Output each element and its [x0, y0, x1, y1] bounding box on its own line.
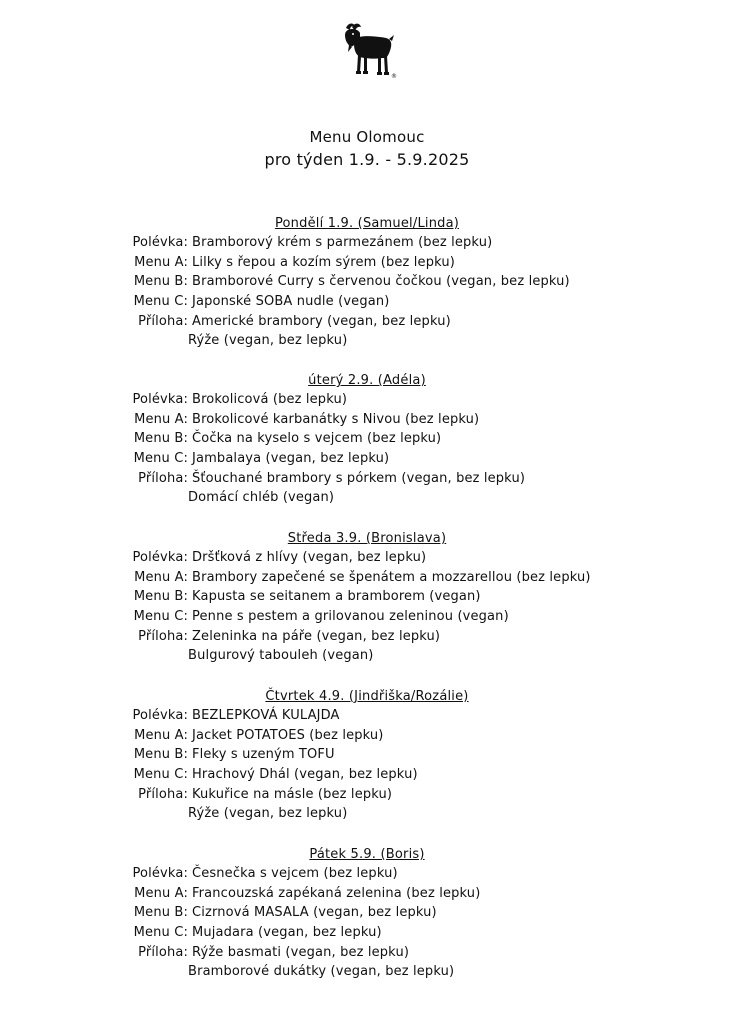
- row-label: Menu C:: [133, 925, 188, 941]
- row-value: Rýže (vegan, bez lepku): [188, 333, 348, 349]
- goat-icon: [336, 22, 398, 80]
- row-value: Cizrnová MASALA (vegan, bez lepku): [192, 905, 437, 921]
- menu-row-c: [0, 449, 734, 469]
- row-label: Menu B:: [133, 589, 188, 605]
- row-value: Rýže (vegan, bez lepku): [188, 806, 348, 822]
- row-label: Polévka:: [132, 550, 188, 565]
- goat-logo: [336, 22, 398, 80]
- row-value: Šťouchané brambory s pórkem (vegan, bez lepku): [192, 470, 526, 486]
- row-label: Příloha:: [138, 786, 188, 802]
- menu-row-side-extra: [0, 331, 734, 351]
- menu-row-soup: [0, 706, 734, 726]
- row-value: Brambory zapečené se špenátem a mozzarellou (bez lepku): [192, 569, 591, 585]
- row-value: Francouzská zapékaná zelenina (bez lepku): [192, 885, 481, 901]
- row-label: Příloha:: [138, 628, 188, 644]
- row-label: [0, 331, 188, 351]
- row-label: Menu C:: [133, 767, 188, 783]
- row-label: [0, 488, 188, 508]
- day-heading: úterý 2.9. (Adéla): [308, 373, 426, 388]
- row-value: Bramborové dukátky (vegan, bez lepku): [188, 964, 455, 980]
- row-value: Čočka na kyselo s vejcem (bez lepku): [192, 431, 442, 447]
- row-value: Bramborový krém s parmezánem (bez lepku): [192, 235, 493, 250]
- row-label: Příloha:: [138, 944, 188, 960]
- row-label: Polévka:: [132, 866, 188, 881]
- row-label: Příloha:: [138, 470, 188, 486]
- menu-row-a: [0, 726, 734, 746]
- menu-row-soup: [0, 864, 734, 884]
- menu-row-b: [0, 745, 734, 765]
- row-label: Menu C:: [133, 609, 188, 625]
- row-value: Jacket POTATOES (bez lepku): [192, 727, 384, 743]
- row-label: Menu B:: [133, 431, 188, 447]
- menu-row-side-extra: [0, 488, 734, 508]
- menu-row-side: [0, 943, 734, 963]
- menu-row-side: [0, 785, 734, 805]
- row-label: Menu A:: [134, 569, 188, 585]
- row-label: Menu C:: [133, 294, 188, 310]
- menu-row-c: [0, 292, 734, 312]
- menu-row-side-extra: [0, 962, 734, 982]
- day-thursday: [0, 687, 734, 824]
- menu-row-b: [0, 903, 734, 923]
- row-value: Mujadara (vegan, bez lepku): [192, 925, 382, 941]
- row-value: Zeleninka na páře (vegan, bez lepku): [192, 628, 441, 644]
- menu-row-soup: [0, 548, 734, 568]
- menu-row-soup: [0, 233, 734, 253]
- day-heading: Pátek 5.9. (Boris): [309, 847, 425, 862]
- menu-row-a: [0, 253, 734, 273]
- menu-week: pro týden 1.9. - 5.9.2025: [264, 150, 470, 169]
- menu-row-c: [0, 765, 734, 785]
- row-value: Penne s pestem a grilovanou zeleninou (vegan): [192, 609, 509, 625]
- row-label: [0, 646, 188, 666]
- row-label: Menu B:: [133, 905, 188, 921]
- day-heading: Středa 3.9. (Bronislava): [287, 531, 447, 546]
- menu-row-side: [0, 627, 734, 647]
- row-label: Příloha:: [138, 313, 188, 329]
- day-friday: [0, 845, 734, 982]
- menu-row-side-extra: [0, 646, 734, 666]
- menu-row-a: [0, 884, 734, 904]
- menu-row-a: [0, 568, 734, 588]
- row-label: Menu B:: [133, 747, 188, 763]
- menu-row-b: [0, 587, 734, 607]
- row-label: Menu A:: [134, 727, 188, 743]
- row-label: Polévka:: [132, 235, 188, 250]
- row-value: Domácí chléb (vegan): [188, 490, 335, 506]
- row-label: Polévka:: [132, 708, 188, 723]
- row-value: Bramborové Curry s červenou čočkou (vegan, bez lepku): [192, 274, 570, 290]
- row-value: BEZLEPKOVÁ KULAJDA: [192, 708, 340, 723]
- row-value: Bulgurový tabouleh (vegan): [188, 648, 374, 664]
- row-label: Menu A:: [134, 411, 188, 427]
- menu-row-c: [0, 607, 734, 627]
- row-value: Kukuřice na másle (bez lepku): [192, 786, 393, 802]
- day-heading: Čtvrtek 4.9. (Jindřiška/Rozálie): [265, 689, 469, 704]
- menu-row-side: [0, 469, 734, 489]
- row-label: Menu A:: [134, 885, 188, 901]
- row-value: Fleky s uzeným TOFU: [192, 747, 335, 763]
- row-value: Brokolicová (bez lepku): [192, 392, 348, 407]
- row-value: Brokolicové karbanátky s Nivou (bez lepku): [192, 411, 480, 427]
- row-label: [0, 962, 188, 982]
- row-value: Rýže basmati (vegan, bez lepku): [192, 944, 410, 960]
- menu-row-c: [0, 923, 734, 943]
- row-value: Lilky s řepou a kozím sýrem (bez lepku): [192, 254, 455, 270]
- row-value: Americké brambory (vegan, bez lepku): [192, 313, 451, 329]
- row-label: Polévka:: [132, 392, 188, 407]
- menu-row-a: [0, 410, 734, 430]
- menu-row-side-extra: [0, 804, 734, 824]
- menu-row-side: [0, 312, 734, 332]
- day-monday: [0, 214, 734, 351]
- row-value: Hrachový Dhál (vegan, bez lepku): [192, 767, 418, 783]
- day-wednesday: [0, 529, 734, 666]
- menu-row-b: [0, 429, 734, 449]
- row-label: Menu C:: [133, 451, 188, 467]
- row-value: Japonské SOBA nudle (vegan): [192, 294, 390, 310]
- day-tuesday: [0, 371, 734, 508]
- registered-mark: ®: [391, 73, 397, 80]
- row-label: [0, 804, 188, 824]
- row-label: Menu B:: [133, 274, 188, 290]
- menu-row-b: [0, 272, 734, 292]
- menu-row-soup: [0, 390, 734, 410]
- row-value: Jambalaya (vegan, bez lepku): [192, 451, 390, 467]
- row-label: Menu A:: [134, 254, 188, 270]
- day-heading: Pondělí 1.9. (Samuel/Linda): [274, 216, 460, 231]
- row-value: Kapusta se seitanem a bramborem (vegan): [192, 589, 481, 605]
- row-value: Česnečka s vejcem (bez lepku): [192, 866, 398, 881]
- menu-title: Menu Olomouc: [309, 128, 425, 146]
- row-value: Dršťková z hlívy (vegan, bez lepku): [192, 550, 427, 565]
